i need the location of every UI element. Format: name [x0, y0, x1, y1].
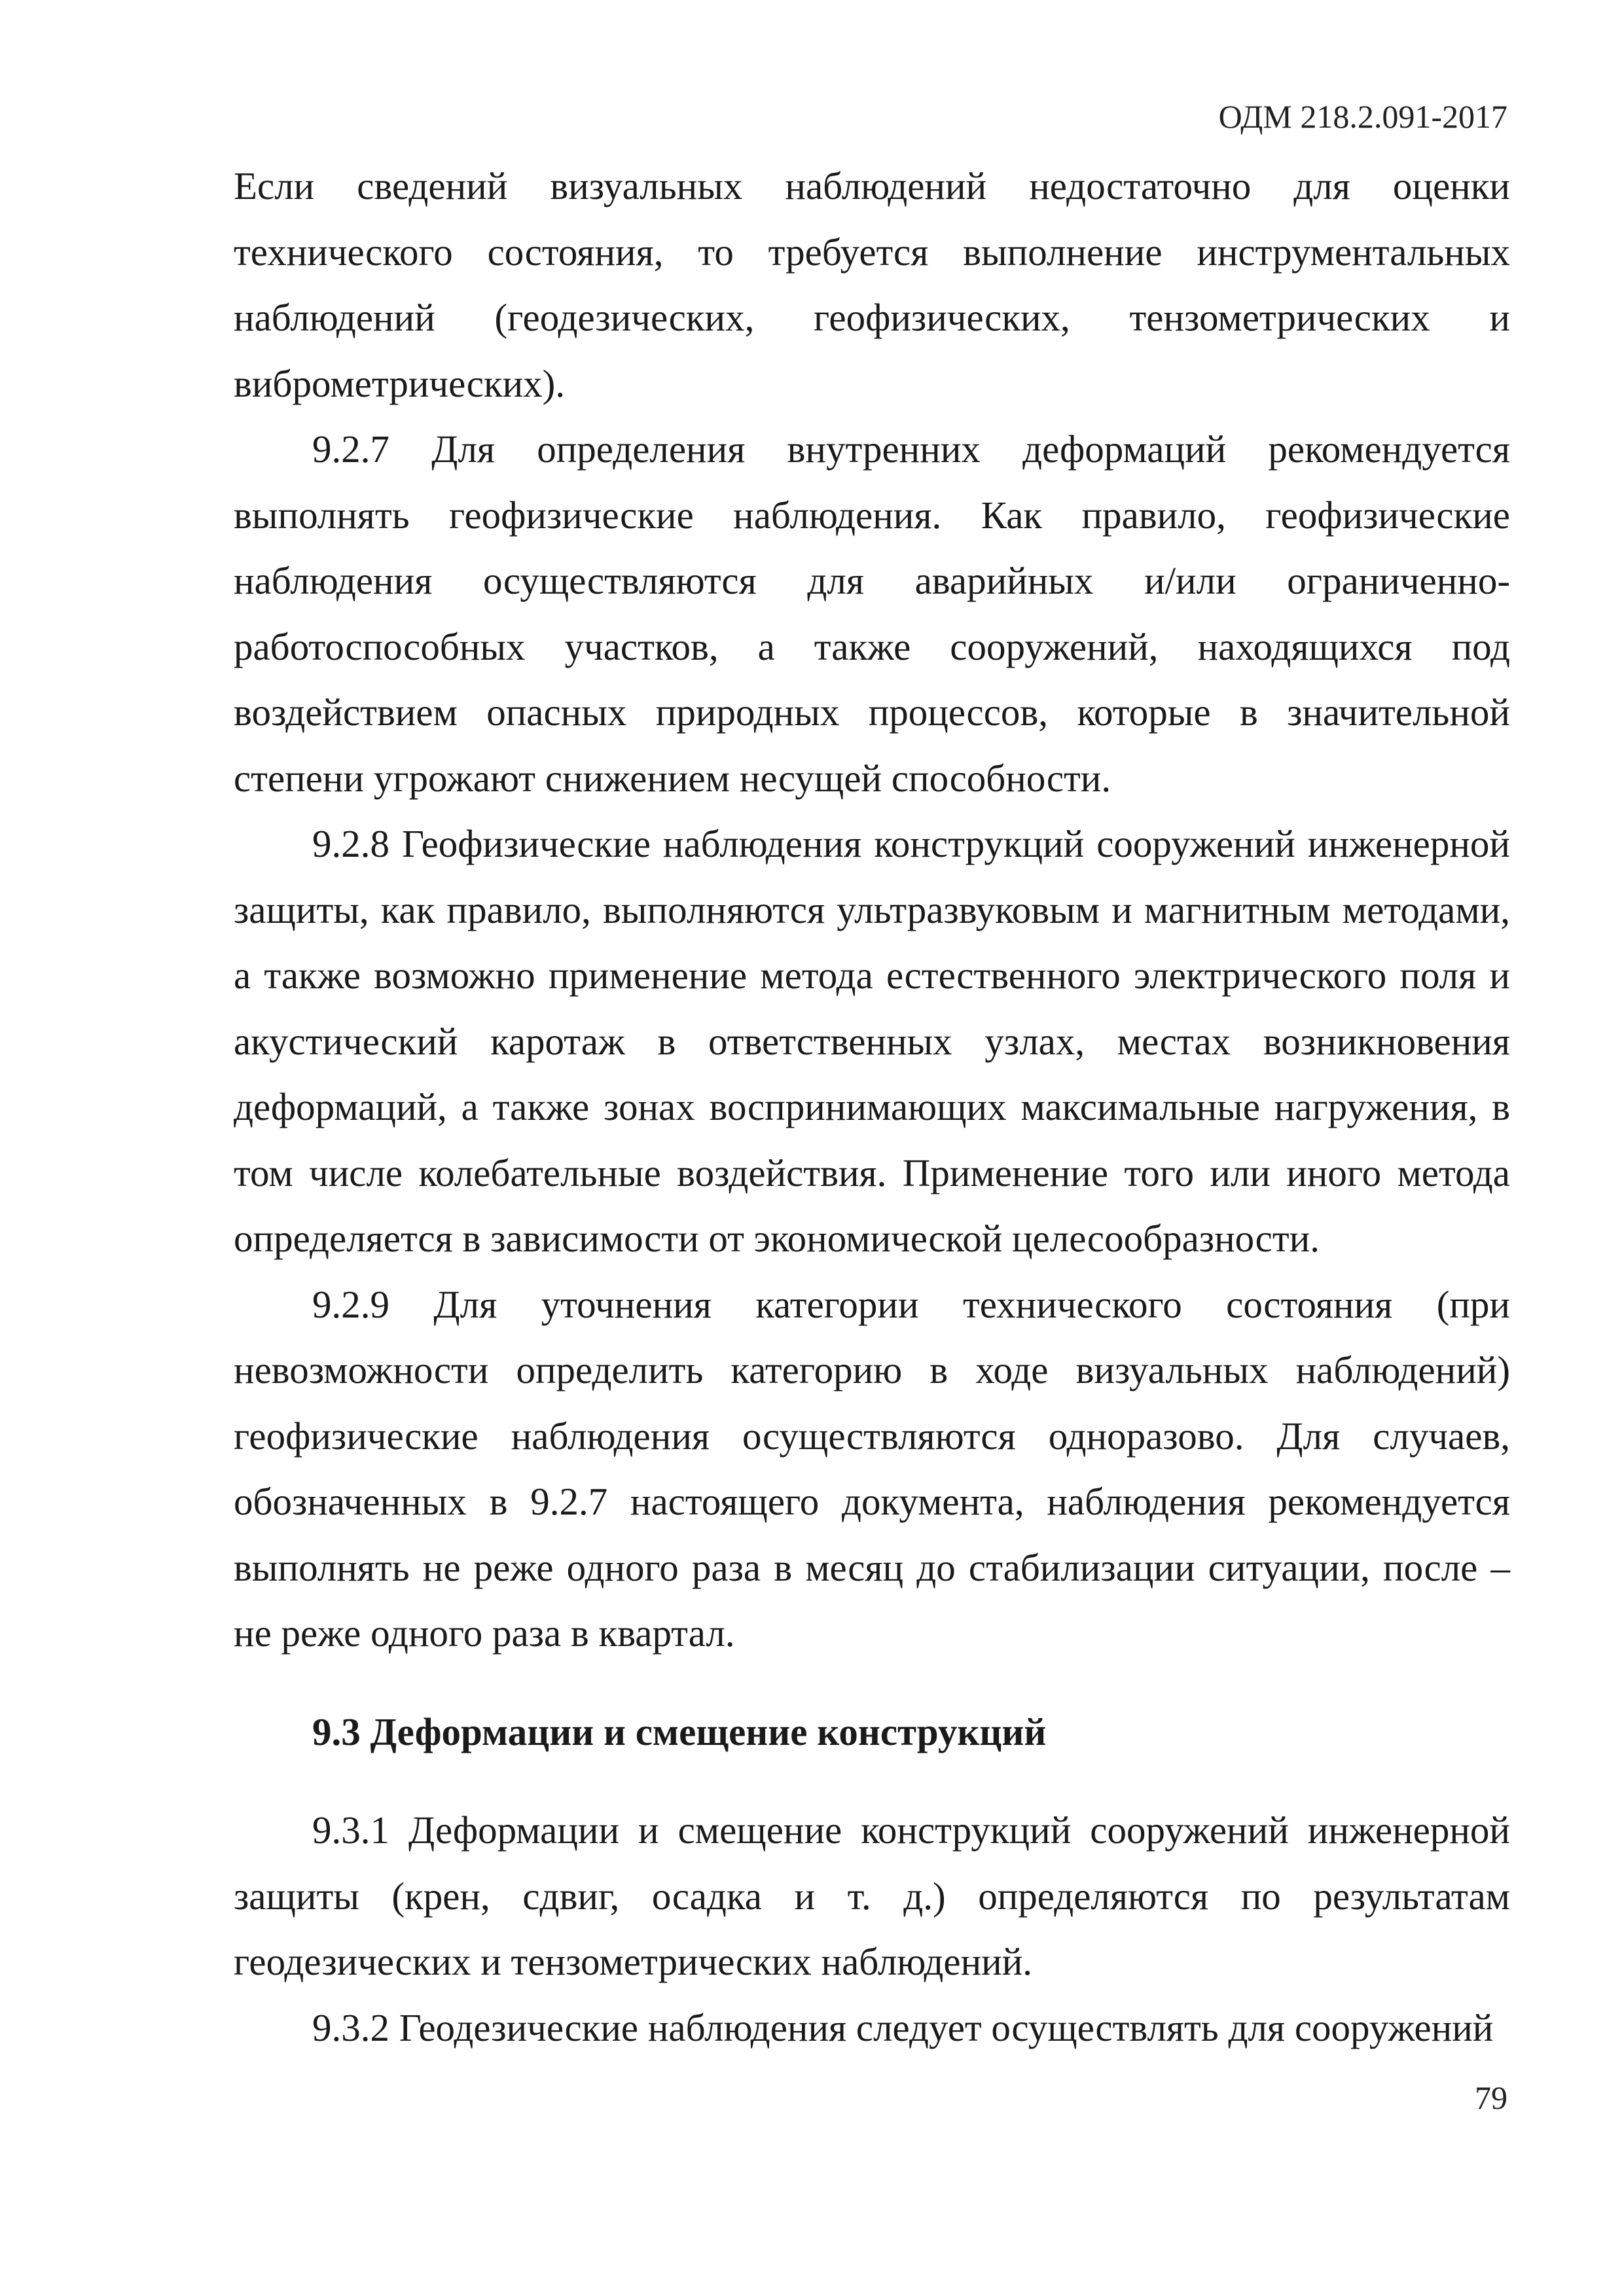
- paragraph-continuation: Если сведений визуальных наблюдений недостаточно для оценки технического состояния, то требуется выполнение инструментальных наблюдений (геодезических, геофизических, тензометрических и виброметрических).: [234, 164, 1510, 405]
- page-number: 79: [1475, 2079, 1507, 2116]
- paragraph-9-2-8: 9.2.8 Геофизические наблюдения конструкций сооружений инженерной защиты, как правило, выполняются ультразвуковым и магнитным методами, а также возможно применение метода естественного электрического поля и акустический каротаж в ответственных узлах, местах возникновения деформаций, а также зонах воспринимающих максимальные нагружения, в том числе колебательные воздействия. Применение того или иного метода определяется в зависимости от экономической целесообразности.: [234, 822, 1510, 1260]
- page-body: [234, 153, 1510, 2060]
- paragraph-9-3-1: 9.3.1 Деформации и смещение конструкций сооружений инженерной защиты (крен, сдвиг, осадка и т. д.) определяются по результатам геодезических и тензометрических наблюдений.: [234, 1808, 1510, 1983]
- section-heading-9-3: 9.3 Деформации и смещение конструкций: [312, 1710, 1047, 1753]
- paragraph-9-3-2: 9.3.2 Геодезические наблюдения следует осуществлять для сооружений: [312, 2005, 1494, 2049]
- document-code: ОДМ 218.2.091-2017: [1218, 98, 1507, 135]
- paragraph-9-2-9: 9.2.9 Для уточнения категории технического состояния (при невозможности определить категорию в ходе визуальных наблюдений) геофизические наблюдения осуществляются одноразово. Для случаев, обозначенных в 9.2.7 настоящего документа, наблюдения рекомендуется выполнять не реже одного раза в месяц до стабилизации ситуации, после – не реже одного раза в квартал.: [234, 1282, 1510, 1655]
- paragraph-9-2-7: 9.2.7 Для определения внутренних деформаций рекомендуется выполнять геофизические наблюдения. Как правило, геофизические наблюдения осуществляются для аварийных и/или ограниченно-работоспособных участков, а также сооружений, находящихся под воздействием опасных природных процессов, которые в значительной степени угрожают снижением несущей способности.: [234, 427, 1510, 800]
